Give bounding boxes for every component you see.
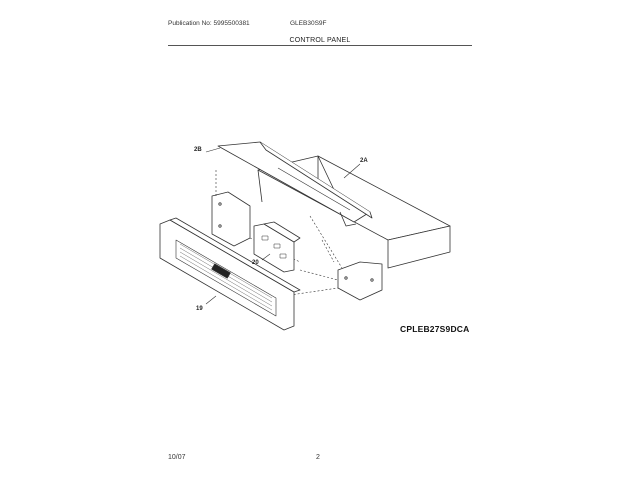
- section-title: CONTROL PANEL: [289, 37, 351, 44]
- left-bracket: [212, 192, 250, 246]
- right-bracket: [338, 262, 382, 300]
- drawing-code: CPLEB27S9DCA: [400, 324, 470, 334]
- electronic-control-board: [254, 222, 300, 272]
- model-number: GLEB30S9F: [290, 20, 327, 27]
- callout-20: 20: [252, 260, 259, 266]
- publication-number: Publication No: 5995500381: [168, 20, 250, 27]
- exploded-view-diagram: [150, 130, 490, 340]
- callout-19: 19: [196, 306, 203, 312]
- header-divider: [168, 45, 472, 46]
- callout-2b: 2B: [194, 147, 202, 153]
- callout-2a: 2A: [360, 158, 368, 164]
- footer-date: 10/07: [168, 454, 186, 461]
- page-number: 2: [316, 454, 320, 461]
